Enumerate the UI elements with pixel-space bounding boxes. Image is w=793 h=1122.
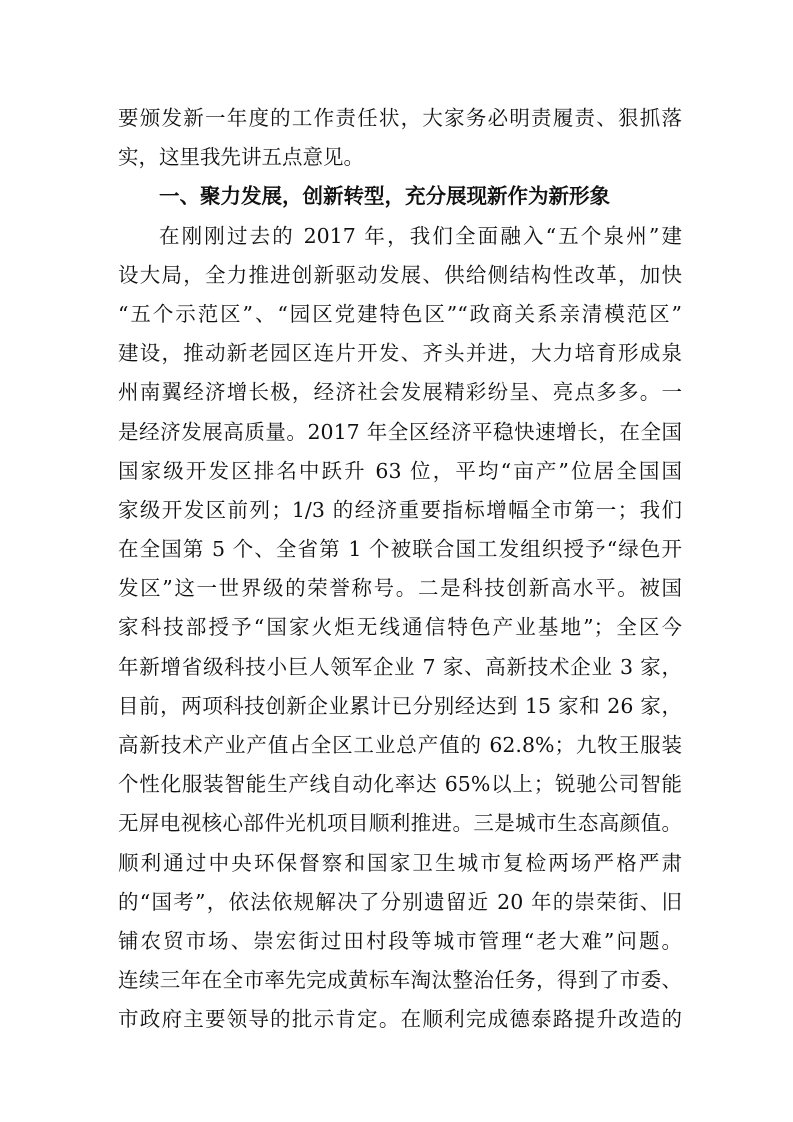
paragraph-line: 市政府主要领导的批示肯定。在顺利完成德泰路提升改造的 — [118, 1007, 682, 1032]
paragraph-line: 要颁发新一年度的工作责任状，大家务必明责履责、狠抓落 — [118, 106, 682, 130]
paragraph-line: 顺利通过中央环保督察和国家卫生城市复检两场严格严肃 — [118, 850, 682, 875]
paragraph-line: 目前，两项科技创新企业累计已分别经达到 15 家和 26 家， — [118, 693, 682, 718]
paragraph-line: 的“国考”，依法依规解决了分别遗留近 20 年的崇荣街、旧 — [118, 889, 682, 914]
section-heading: 一、聚力发展，创新转型，充分展现新作为新形象 — [159, 184, 610, 209]
paragraph-line: 铺农贸市场、崇宏街过田村段等城市管理“老大难”问题。 — [118, 928, 682, 953]
paragraph-line: 个性化服装智能生产线自动化率达 65%以上；锐驰公司智能 — [118, 772, 682, 797]
paragraph-line: 连续三年在全市率先完成黄标车淘汰整治任务，得到了市委、 — [118, 968, 682, 993]
paragraph-line: 在全国第 5 个、全省第 1 个被联合国工发组织授予“绿色开 — [118, 537, 682, 562]
paragraph-line: 家级开发区前列；1/3 的经济重要指标增幅全市第一；我们 — [118, 497, 682, 522]
paragraph-line: 无屏电视核心部件光机项目顺利推进。三是城市生态高颜值。 — [118, 811, 682, 836]
paragraph-line: 年新增省级科技小巨人领军企业 7 家、高新技术企业 3 家， — [118, 654, 682, 679]
paragraph-line: 设大局，全力推进创新驱动发展、供给侧结构性改革，加快 — [118, 262, 682, 287]
paragraph-line: 州南翼经济增长极，经济社会发展精彩纷呈、亮点多多。一 — [118, 380, 682, 405]
paragraph-line: 建设，推动新老园区连片开发、齐头并进，大力培育形成泉 — [118, 341, 682, 366]
paragraph-line: 高新技术产业产值占全区工业总产值的 62.8%；九牧王服装 — [118, 733, 682, 757]
paragraph-line: “五个示范区”、“园区党建特色区”“政商关系亲清模范区” — [118, 301, 682, 326]
paragraph-line: 是经济发展高质量。2017 年全区经济平稳快速增长，在全国 — [118, 419, 682, 444]
paragraph-line: 实，这里我先讲五点意见。 — [118, 145, 364, 170]
paragraph-line: 家科技部授予“国家火炬无线通信特色产业基地”；全区今 — [118, 615, 682, 640]
document-page — [118, 99, 682, 1040]
paragraph-line: 发区”这一世界级的荣誉称号。二是科技创新高水平。被国 — [118, 576, 682, 601]
paragraph-line: 国家级开发区排名中跃升 63 位，平均“亩产”位居全国国 — [118, 458, 682, 483]
paragraph-line: 在刚刚过去的 2017 年，我们全面融入“五个泉州”建 — [159, 223, 682, 248]
